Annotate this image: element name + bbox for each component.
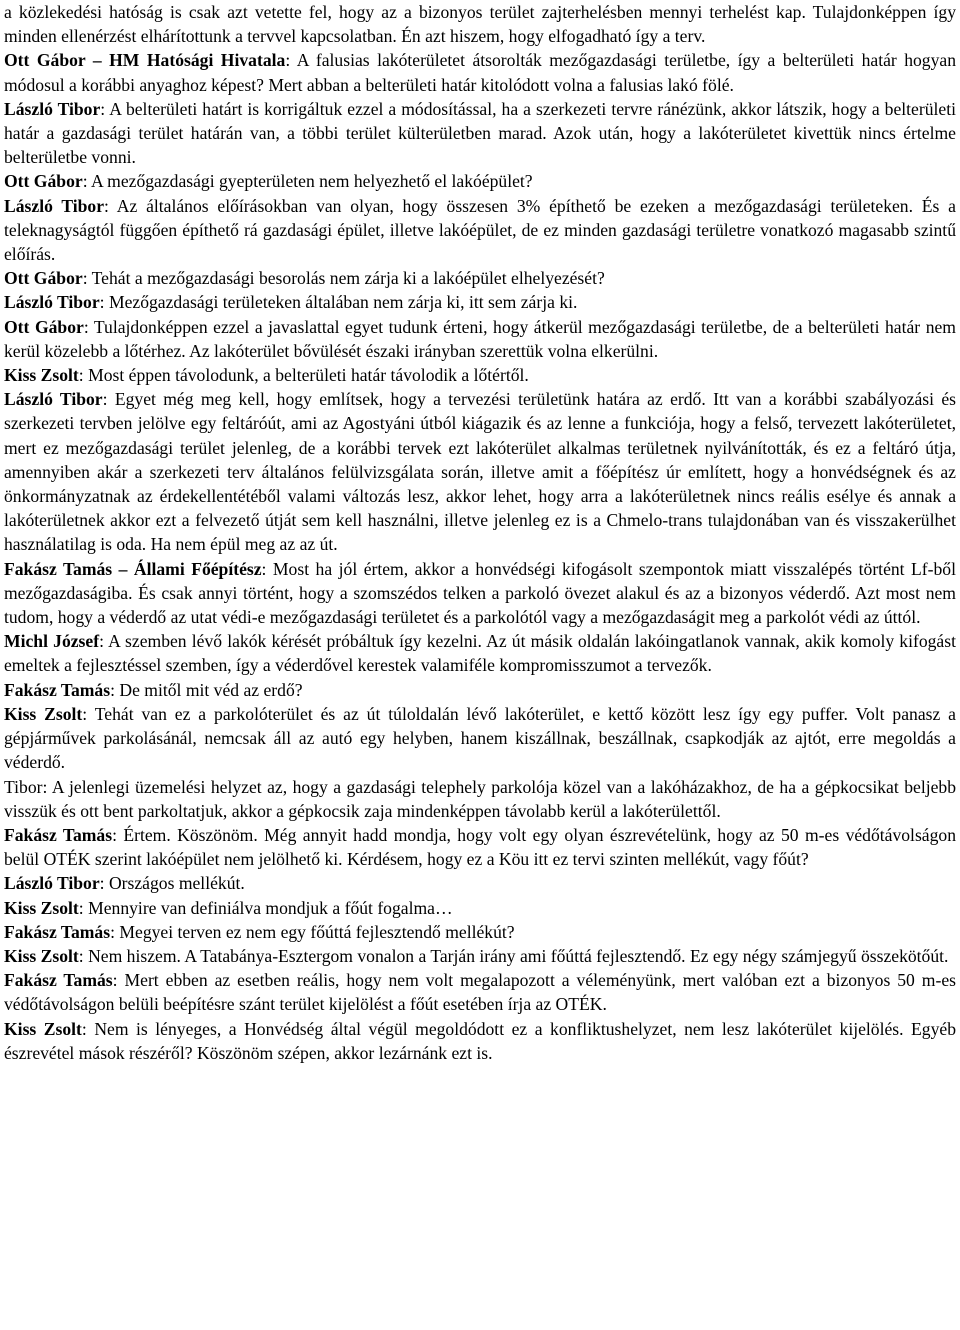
speaker-name: Michl József xyxy=(4,631,100,652)
speaker-name: Ott Gábor xyxy=(4,316,84,337)
paragraph-text: Megyei terven ez nem egy főúttá fejlesztendő mellékút? xyxy=(114,921,515,942)
paragraph xyxy=(4,315,956,363)
speaker-separator: : xyxy=(102,389,108,410)
paragraph-text: Most éppen távolodunk, a belterületi határ távolodik a lőtértől. xyxy=(83,365,529,386)
speaker-separator: : xyxy=(78,945,84,966)
paragraph-text: Egyet még meg kell, hogy említsek, hogy a tervezési területünk határa az erdő. Itt van a korábbi szabályozási és szerkezeti tervben jelölve egy feltáróút, ami az Agostyáni útból kiágazik és az lenne a funkciója, hogy a felső, tervezett lakóterületet, mert ez mezőgazdasági terület jelenleg, de a korábbi tervek ezt lakóterület alkalmas területnek nyilvánították, és ez a feltáró útja, amennyiben akár a szerkezeti terv általános felülvizsgálata során, illetve amit a főépítész úr említett, hogy a honvédségnek és az önkormányzatnak az érdekellentétéből valami változás lesz, akkor lehet, hogy arra a lakóterületnek nincs reális esélye és annak a lakóterületnek akkor ezt a felvezető útját sem kell használni, illetve jelenleg ez is a Chmelo-trans tulajdonában van és visszakerülhet használatilag is oda. Ha nem épül meg az az út. xyxy=(4,389,957,555)
paragraph xyxy=(4,266,956,290)
speaker-name: László Tibor xyxy=(4,389,103,410)
speaker-name: Kiss Zsolt xyxy=(4,365,79,386)
speaker-separator: : xyxy=(100,98,106,119)
paragraph xyxy=(4,629,956,677)
paragraph-text: De mitől mit véd az erdő? xyxy=(114,679,303,700)
speaker-name: Fakász Tamás – Állami Főépítész xyxy=(4,558,262,579)
paragraph xyxy=(4,169,956,193)
paragraph-text: A belterületi határt is korrigáltuk ezzel a módosítással, ha a szerkezeti tervre ránézünk, akkor látszik, hogy a belterületi határ a gazdasági terület határán van, a többi terület külterületben marad. Azok után, hogy a lakóterületet kivettük nincs értelme belterületbe vonni. xyxy=(4,98,956,168)
speaker-separator: : xyxy=(110,921,115,942)
speaker-name: László Tibor xyxy=(4,195,105,216)
paragraph xyxy=(4,944,956,968)
paragraph-text: Nem hiszem. A Tatabánya-Esztergom vonalon a Tarján irány ami főúttá fejlesztendő. Ez egy négy számjegyű összekötőút. xyxy=(83,945,949,966)
speaker-name: Fakász Tamás xyxy=(4,970,113,991)
paragraph xyxy=(4,702,956,775)
paragraph-text: Mennyire van definiálva mondjuk a főút fogalma… xyxy=(83,897,453,918)
paragraph-text: Tibor: A jelenlegi üzemelési helyzet az, hogy a gazdasági telephely parkolója közel van a lakóházakhoz, de ha a gépkocsikat beljebb visszük és ott bent parkoltatjuk, akkor a gépkocsik zaja mindenképpen távolabb kerül a lakóterülettől. xyxy=(4,776,956,821)
speaker-separator: : xyxy=(99,631,104,652)
speaker-name: László Tibor xyxy=(4,98,101,119)
speaker-name: Ott Gábor – HM Hatósági Hivatala xyxy=(4,50,286,71)
speaker-separator: : xyxy=(82,703,88,724)
paragraph-text: A mezőgazdasági gyepterületen nem helyezhető el lakóépület? xyxy=(87,171,533,192)
speaker-name: Ott Gábor xyxy=(4,171,83,192)
speaker-name: Fakász Tamás xyxy=(4,824,113,845)
paragraph-text: Értem. Köszönöm. Még annyit hadd mondja, hogy volt egy olyan észrevételünk, hogy az 50 m-es védőtávolságon belül OTÉK szerint lakóépület nem jelölhető ki. Kérdésem, hogy ez a Köu itt ez tervi szinten mellékút, vagy főút? xyxy=(4,824,956,870)
paragraph-text: Mert ebben az esetben reális, hogy nem volt megalapozott a véleményünk, mert valóban ezt a bizonyos 50 m-es védőtávolságon belüli beépítésre szánt terület kijelölést a főút esetében írja az OTÉK. xyxy=(4,970,956,1015)
paragraph-text: Tehát a mezőgazdasági besorolás nem zárja ki a lakóépület elhelyezését? xyxy=(87,268,605,289)
paragraph-text: a közlekedési hatóság is csak azt vetette fel, hogy az a bizonyos terület zajterhelésben mennyi terhelést kap. Tulajdonképpen így minden ellenérzést elhárítottunk a tervvel kapcsolatban. Én azt hiszem, hogy elfogadható így a terv. xyxy=(4,2,956,47)
paragraph xyxy=(4,678,956,702)
speaker-name: László Tibor xyxy=(4,873,100,894)
speaker-separator: : xyxy=(82,171,88,192)
paragraph-text: Tulajdonképpen ezzel a javaslattal egyet tudunk érteni, hogy átkerül mezőgazdasági területbe, de a belterületi határ nem kerül közelebb a lőtérhez. Az lakóterület bővülését északi irányban szerettük volna elkerülni. xyxy=(4,316,956,361)
paragraph xyxy=(4,920,956,944)
speaker-separator: : xyxy=(78,365,84,386)
paragraph xyxy=(4,823,956,871)
paragraph xyxy=(4,290,956,314)
paragraph xyxy=(4,97,956,170)
speaker-separator: : xyxy=(261,558,267,579)
paragraph-text: Nem is lényeges, a Honvédség által végül megoldódott ez a konfliktushelyzet, nem lesz lakóterület kijelölés. Egyéb észrevétel mások részéről? Köszönöm szépen, akkor lezárnánk ezt is. xyxy=(4,1018,957,1063)
paragraph xyxy=(4,363,956,387)
paragraph-text: A szemben lévő lakók kérését próbáltuk így kezelni. Az út másik oldalán lakóingatlanok vannak, akik komoly kifogást emeltek a fejlesztéssel szemben, így a véderdővel kerestek valamiféle kompromisszumot a tervezők. xyxy=(4,631,956,676)
speaker-name: Kiss Zsolt xyxy=(4,703,83,724)
speaker-separator: : xyxy=(110,679,115,700)
speaker-separator: : xyxy=(112,824,117,845)
paragraph-text: A falusias lakóterületet átsorolták mezőgazdasági területbe, így a belterületi határ hogyan módosul a korábbi anyaghoz képest? Mert abban a belterületi határ kitolódott volna a falusias lakó fölé. xyxy=(4,50,956,95)
paragraph-text: Tehát van ez a parkolóterület és az út túloldalán lévő lakóterület, e kettő között lesz így egy puffer. Volt panasz a gépjárművek parkolásánál, nemcsak áll az autó egy helyben, hanem kiszállnak, beszállnak, csapkodják az ajtót, erre megoldás a véderdő. xyxy=(4,703,956,773)
speaker-separator: : xyxy=(99,873,105,894)
paragraph xyxy=(4,387,956,556)
paragraph xyxy=(4,194,956,267)
speaker-separator: : xyxy=(99,292,105,313)
paragraph xyxy=(4,0,956,48)
paragraph xyxy=(4,896,956,920)
speaker-name: László Tibor xyxy=(4,292,100,313)
speaker-separator: : xyxy=(104,195,109,216)
speaker-separator: : xyxy=(112,970,118,991)
speaker-name: Ott Gábor xyxy=(4,268,83,289)
paragraph xyxy=(4,48,956,96)
speaker-separator: : xyxy=(78,897,84,918)
paragraph xyxy=(4,557,956,630)
speaker-name: Kiss Zsolt xyxy=(4,945,79,966)
speaker-name: Kiss Zsolt xyxy=(4,1018,82,1039)
paragraph-text: Az általános előírásokban van olyan, hogy összesen 3% építhető be ezeken a mezőgazdasági területeken. És a teleknagyságtól függően építhető rá gazdasági épület, illetve lakóépület, de ez minden gazdasági területre vonatkozó magasabb szintű előírás. xyxy=(4,195,956,265)
paragraph-text: Most ha jól értem, akkor a honvédségi kifogásolt szempontok miatt visszalépés történt Lf-ből mezőgazdaságiba. És csak annyi történt, hogy a szomszédos telken a parkoló övezet alakul és az a bizonyos véderdő. Azt most nem tudom, hogy a véderdő az utat védi-e mezőgazdasági területet és a parkolótól vagy a mezőgazdaságit meg a parkolót védi az úttól. xyxy=(4,558,956,628)
paragraph xyxy=(4,871,956,895)
document-body xyxy=(4,0,956,1065)
speaker-separator: : xyxy=(81,1018,87,1039)
paragraph-text: Országos mellékút. xyxy=(104,873,245,894)
speaker-separator: : xyxy=(83,316,89,337)
speaker-separator: : xyxy=(285,50,291,71)
speaker-separator: : xyxy=(82,268,88,289)
paragraph xyxy=(4,968,956,1016)
speaker-name: Fakász Tamás xyxy=(4,921,111,942)
paragraph xyxy=(4,1017,956,1065)
speaker-name: Kiss Zsolt xyxy=(4,897,79,918)
speaker-name: Fakász Tamás xyxy=(4,679,111,700)
paragraph xyxy=(4,775,956,823)
paragraph-text: Mezőgazdasági területeken általában nem zárja ki, itt sem zárja ki. xyxy=(104,292,578,313)
